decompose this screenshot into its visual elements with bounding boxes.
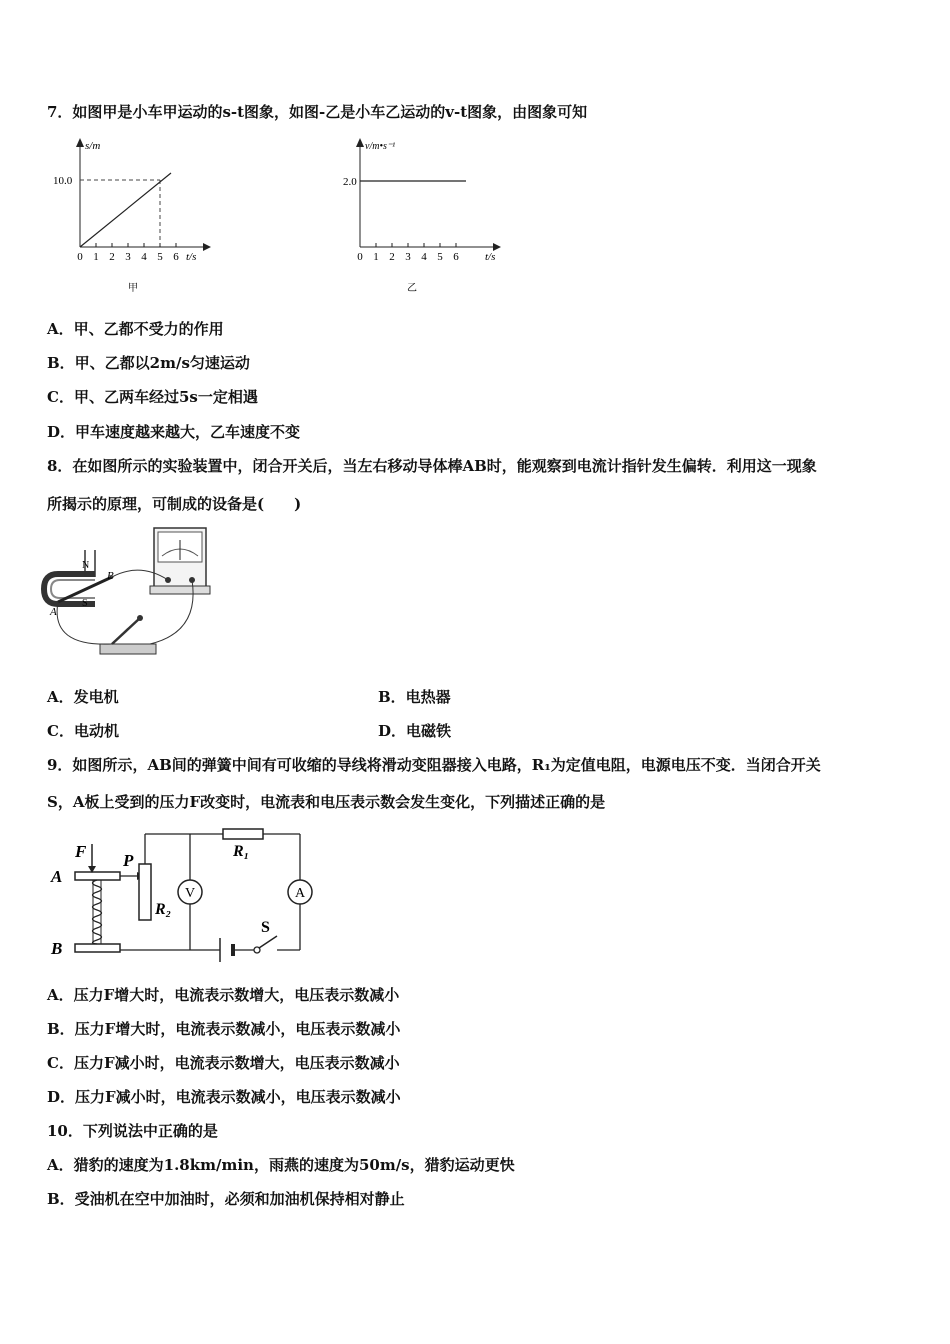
q9-option-a[interactable]: A．压力F增大时，电流表示数增大，电压表示数减小: [47, 986, 400, 1004]
q8-option-b[interactable]: B．电热器: [378, 688, 451, 706]
q9-circuit-figure: [45, 822, 325, 967]
q7-stem: 7．如图甲是小车甲运动的s-t图象，如图-乙是小车乙运动的v-t图象，由图象可知: [47, 103, 588, 121]
q9-stem-line-2: S，A板上受到的压力F改变时，电流表和电压表示数会发生变化，下列描述正确的是: [47, 793, 606, 811]
q7-graph-a-xtick-1: 1: [93, 251, 99, 263]
q8-option-c[interactable]: C．电动机: [47, 722, 119, 740]
q7-graph-a-caption: 甲: [128, 283, 138, 294]
q9-option-c[interactable]: C．压力F减小时，电流表示数增大，电压表示数减小: [47, 1054, 400, 1072]
q7-graph-a-xtick-6: 6: [173, 251, 179, 263]
q9-label-b: B: [51, 939, 63, 958]
q9-option-b[interactable]: B．压力F增大时，电流表示数减小，电压表示数减小: [47, 1020, 401, 1038]
q7-graph-b: [335, 135, 510, 295]
q10-option-b[interactable]: B．受油机在空中加油时，必须和加油机保持相对静止: [47, 1190, 405, 1208]
q9-label-r2: R₂: [155, 901, 172, 918]
q8-option-a[interactable]: A．发电机: [47, 688, 119, 706]
q7-graph-a-xtick-5: 5: [157, 251, 163, 263]
q7-graph-b-xtick-0: 0: [357, 251, 363, 263]
q7-graph-b-xtick-2: 2: [389, 251, 395, 263]
q7-graph-a-xtick-3: 3: [125, 251, 131, 263]
q7-graph-a-ytick: 10.0: [53, 175, 73, 187]
q7-option-c[interactable]: C．甲、乙两车经过5s一定相遇: [47, 388, 258, 406]
q9-label-s: S: [261, 919, 270, 936]
q9-option-d[interactable]: D．压力F减小时，电流表示数减小，电压表示数减小: [47, 1088, 401, 1106]
q8-label-a: A: [50, 606, 57, 618]
q7-graph-a-xtick-4: 4: [141, 251, 147, 263]
q8-label-n: N: [82, 560, 90, 571]
q8-stem-line-1: 8．在如图所示的实验装置中，闭合开关后，当左右移动导体棒AB时，能观察到电流计指针发生偏转．利用这一现象: [47, 457, 817, 475]
q8-stem-line-2: 所揭示的原理，可制成的设备是( ): [47, 495, 302, 513]
q9-label-p: P: [123, 851, 134, 870]
q7-graph-b-xtick-4: 4: [421, 251, 427, 263]
q7-graph-a-xtick-0: 0: [77, 251, 83, 263]
q7-graph-b-xtick-1: 1: [373, 251, 379, 263]
q9-label-ammeter: A: [294, 886, 306, 901]
q10-stem: 10．下列说法中正确的是: [47, 1122, 218, 1140]
q10-option-a[interactable]: A．猎豹的速度为1.8km/min，雨燕的速度为50m/s，猎豹运动更快: [47, 1156, 515, 1174]
q8-label-s: S: [82, 598, 88, 609]
q7-graph-b-xtick-5: 5: [437, 251, 443, 263]
q7-graph-b-ylabel: v/m•s⁻¹: [365, 141, 396, 152]
q8-option-d[interactable]: D．电磁铁: [378, 722, 452, 740]
q7-option-d[interactable]: D．甲车速度越来越大，乙车速度不变: [47, 423, 301, 441]
q7-graph-b-ytick: 2.0: [343, 176, 357, 188]
q7-graph-a-xlabel: t/s: [186, 251, 197, 263]
q9-label-f: F: [75, 842, 87, 861]
q7-graph-b-xtick-3: 3: [405, 251, 411, 263]
q8-label-b: B: [107, 570, 114, 582]
q7-graph-a-ylabel: s/m: [85, 140, 101, 152]
q7-graph-a-xtick-2: 2: [109, 251, 115, 263]
q9-stem-line-1: 9．如图所示，AB间的弹簧中间有可收缩的导线将滑动变阻器接入电路，R₁为定值电阻，电源电压不变．当闭合开关: [47, 756, 821, 774]
q7-graph-b-caption: 乙: [407, 283, 417, 294]
q7-option-a[interactable]: A．甲、乙都不受力的作用: [47, 320, 224, 338]
q9-label-r1: R₁: [233, 843, 250, 860]
q7-option-b[interactable]: B．甲、乙都以2m/s匀速运动: [47, 354, 250, 372]
q9-label-a: A: [51, 867, 63, 886]
q7-graph-b-xtick-6: 6: [453, 251, 459, 263]
q9-label-voltmeter: V: [184, 886, 196, 901]
q7-graph-a: [45, 135, 215, 295]
q7-graph-b-xlabel: t/s: [485, 251, 496, 263]
q8-apparatus-figure: [40, 522, 220, 662]
